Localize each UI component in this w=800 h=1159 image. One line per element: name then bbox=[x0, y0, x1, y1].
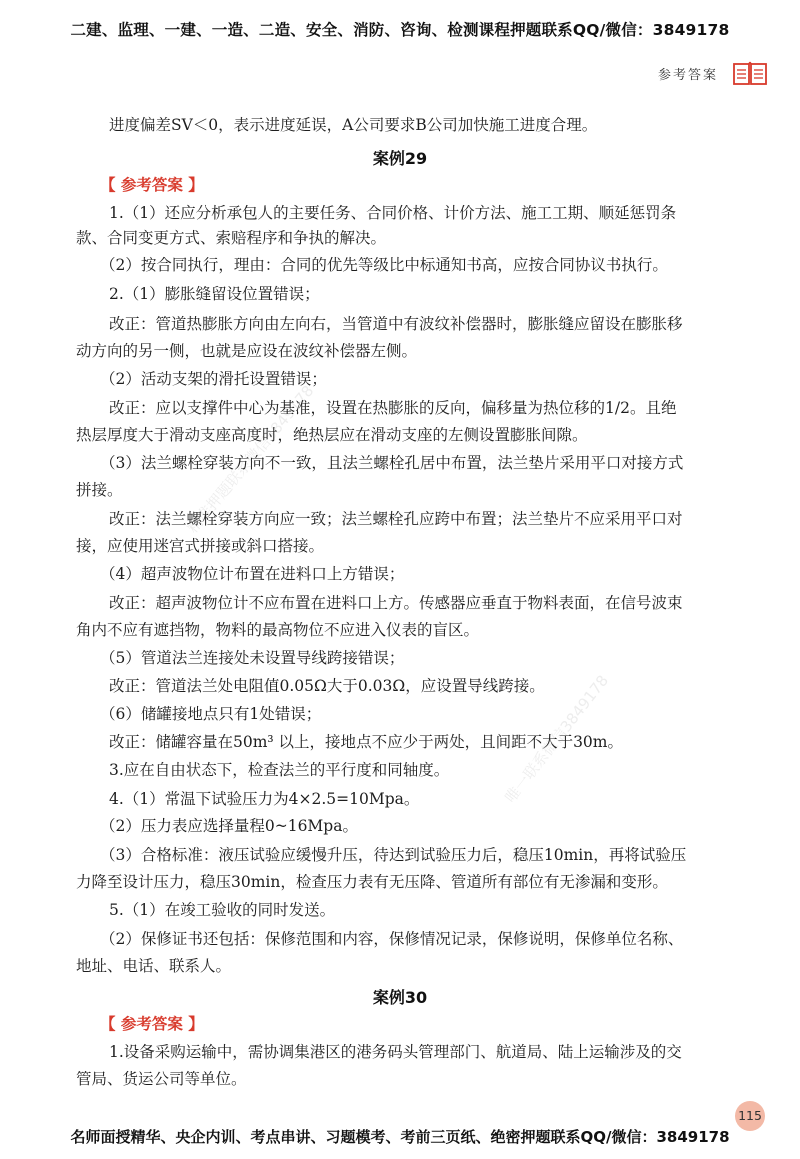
text-line: 3.应在自由状态下，检查法兰的平行度和同轴度。 bbox=[109, 761, 450, 779]
text-line: 改正：应以支撑件中心为基准，设置在热膨胀的反向，偏移量为热位移的1/2。且绝 bbox=[109, 399, 677, 417]
text-line: 角内不应有遮挡物，物料的最高物位不应进入仪表的盲区。 bbox=[76, 621, 480, 639]
text-line: （2）压力表应选择量程0~16Mpa。 bbox=[100, 817, 358, 835]
watermark: 唯一联系微信3849178 bbox=[501, 671, 613, 807]
text-line: 款、合同变更方式、索赔程序和争执的解决。 bbox=[76, 229, 387, 247]
text-line: 4.（1）常温下试验压力为4×2.5=10Mpa。 bbox=[109, 790, 420, 808]
text-line: 改正：超声波物位计不应布置在进料口上方。传感器应垂直于物料表面，在信号波束 bbox=[109, 594, 683, 612]
text-line: 改正：储罐容量在50m³ 以上，接地点不应少于两处，且间距不大于30m。 bbox=[109, 733, 623, 751]
text-line: 改正：管道法兰处电阻值0.05Ω大于0.03Ω，应设置导线跨接。 bbox=[109, 677, 545, 695]
text-line: （3）法兰螺栓穿装方向不一致，且法兰螺栓孔居中布置，法兰垫片采用平口对接方式 bbox=[100, 454, 684, 472]
text-line: 接，应使用迷宫式拼接或斜口搭接。 bbox=[76, 537, 325, 555]
text-line: 进度偏差SV＜0，表示进度延误，A公司要求B公司加快施工进度合理。 bbox=[109, 116, 598, 134]
text-line: （3）合格标准：液压试验应缓慢升压，待达到试验压力后，稳压10min，再将试验压 bbox=[100, 846, 687, 864]
text-line: （5）管道法兰连接处未设置导线跨接错误； bbox=[100, 649, 405, 667]
answer-label: 【 参考答案 】 bbox=[100, 1015, 204, 1033]
top-banner: 二建、监理、一建、一造、二造、安全、消防、咨询、检测课程押题联系QQ/微信：3849178 bbox=[70, 21, 730, 39]
text-line: 管局、货运公司等单位。 bbox=[76, 1070, 247, 1088]
text-line: 5.（1）在竣工验收的同时发送。 bbox=[109, 901, 336, 919]
text-line: 改正：管道热膨胀方向由左向右，当管道中有波纹补偿器时，膨胀缝应留设在膨胀移 bbox=[109, 315, 683, 333]
page-number: 115 bbox=[735, 1101, 765, 1131]
text-line: （2）保修证书还包括：保修范围和内容，保修情况记录，保修说明，保修单位名称、 bbox=[100, 930, 684, 948]
text-line: 动方向的另一侧，也就是应设在波纹补偿器左侧。 bbox=[76, 342, 418, 360]
text-line: （6）储罐接地点只有1处错误； bbox=[100, 705, 322, 723]
text-line: 1.（1）还应分析承包人的主要任务、合同价格、计价方法、施工工期、顺延惩罚条 bbox=[109, 204, 677, 222]
case-heading: 案例29 bbox=[372, 149, 428, 168]
open-book-icon bbox=[733, 60, 767, 86]
section-label: 参考答案 bbox=[657, 68, 718, 83]
text-line: 地址、电话、联系人。 bbox=[76, 957, 232, 975]
text-line: 改正：法兰螺栓穿装方向应一致；法兰螺栓孔应跨中布置；法兰垫片不应采用平口对 bbox=[109, 510, 683, 528]
answer-label: 【 参考答案 】 bbox=[100, 176, 204, 194]
text-line: （2）活动支架的滑托设置错误； bbox=[100, 370, 327, 388]
text-line: 1.设备采购运输中，需协调集港区的港务码头管理部门、航道局、陆上运输涉及的交 bbox=[109, 1043, 682, 1061]
text-line: （2）按合同执行，理由：合同的优先等级比中标通知书高，应按合同协议书执行。 bbox=[100, 256, 668, 274]
text-line: （4）超声波物位计布置在进料口上方错误； bbox=[100, 565, 405, 583]
case-heading: 案例30 bbox=[372, 988, 428, 1007]
text-line: 力降至设计压力，稳压30min，检查压力表有无压降、管道所有部位有无渗漏和变形。 bbox=[76, 873, 668, 891]
watermark: 精准押题联系微信3849178 bbox=[183, 381, 318, 537]
text-line: 拼接。 bbox=[76, 481, 123, 499]
text-line: 热层厚度大于滑动支座高度时，绝热层应在滑动支座的左侧设置膨胀间隙。 bbox=[76, 426, 588, 444]
text-line: 2.（1）膨胀缝留设位置错误； bbox=[109, 285, 320, 303]
bottom-banner: 名师面授精华、央企内训、考点串讲、习题模考、考前三页纸、绝密押题联系QQ/微信：3849178 bbox=[70, 1128, 730, 1146]
